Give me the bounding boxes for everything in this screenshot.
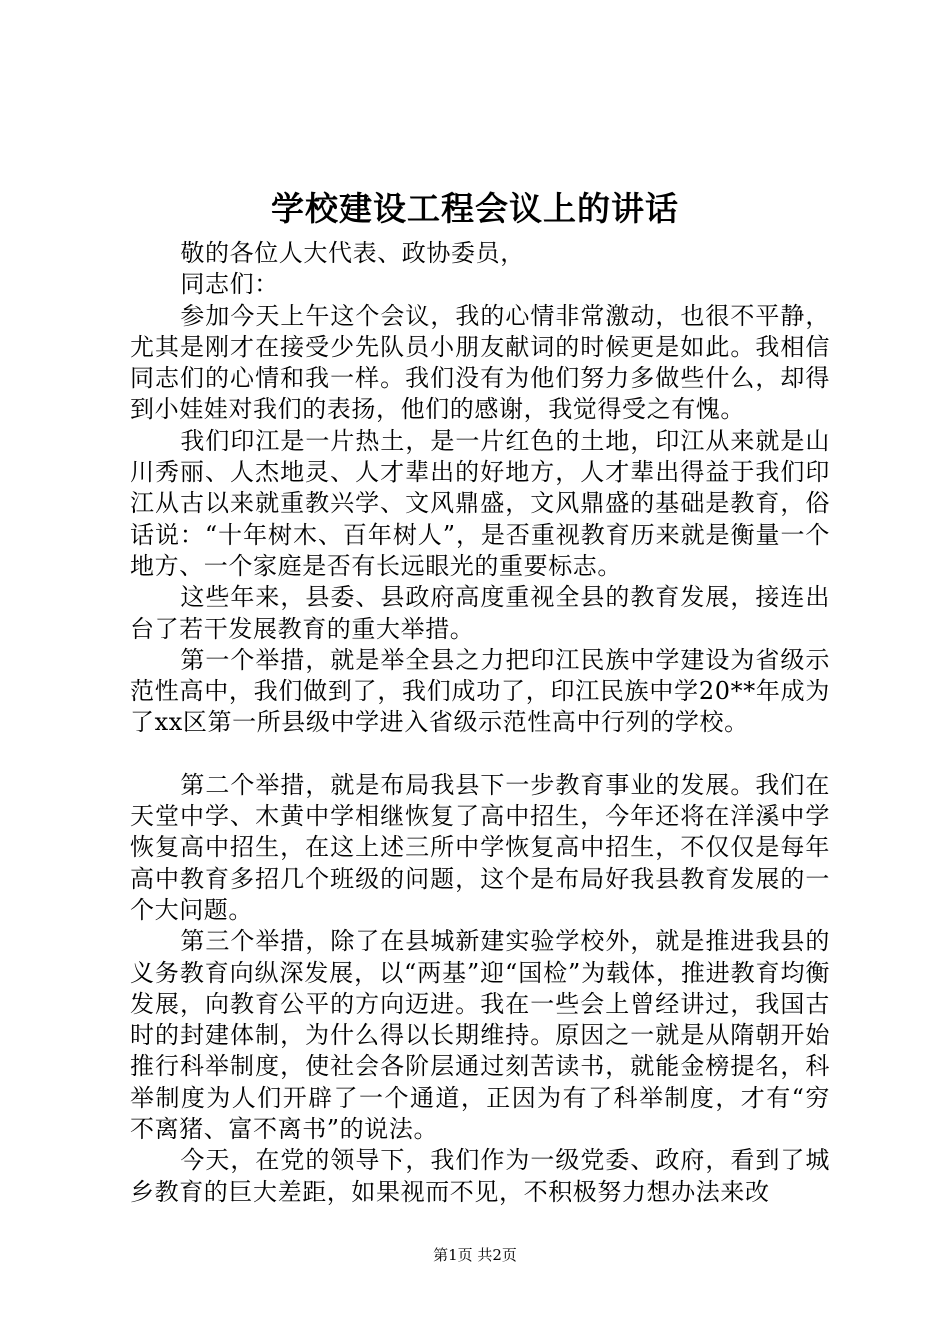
paragraph-salutation: 敬的各位人大代表、政协委员，: [180, 239, 525, 267]
paragraph: 第二个举措，就是布局我县下一步教育事业的发展。我们在天堂中学、木黄中学相继恢复了高中招生，今年还将在洋溪中学恢复高中招生，在这上述三所中学恢复高中招生，不仅仅是每年高中教育多招几个班级的问题，这个是布局好我县教育发展的一个大问题。: [130, 770, 830, 924]
paragraph: 我们印江是一片热土，是一片红色的土地，印江从来就是山川秀丽、人杰地灵、人才辈出的好地方，人才辈出得益于我们印江从古以来就重教兴学、文风鼎盛，文风鼎盛的基础是教育，俗话说：“十年树木、百年树人”，是否重视教育历来就是衡量一个地方、一个家庭是否有长远眼光的重要标志。: [130, 426, 830, 580]
paragraph-greeting: 同志们：: [180, 270, 279, 299]
paragraph: 这些年来，县委、县政府高度重视全县的教育发展，接连出台了若干发展教育的重大举措。: [130, 583, 830, 643]
paragraph: 参加今天上午这个会议，我的心情非常激动，也很不平静，尤其是刚才在接受少先队员小朋友献词的时候更是如此。我相信同志们的心情和我一样。我们没有为他们努力多做些什么，却得到小娃娃对我们的表扬，他们的感谢，我觉得受之有愧。: [130, 301, 830, 424]
paragraph: 第三个举措，除了在县城新建实验学校外，就是推进我县的义务教育向纵深发展，以“两基”迎“国检”为载体，推进教育均衡发展，向教育公平的方向迈进。我在一些会上曾经讲过，我国古时的封建体制，为什么得以长期维持。原因之一就是从隋朝开始推行科举制度，使社会各阶层通过刻苦读书，就能金榜提名，科举制度为人们开辟了一个通道，正因为有了科举制度，才有“穷不离猪、富不离书”的说法。: [130, 927, 830, 1144]
document-body: [130, 238, 830, 1208]
document-title: 学校建设工程会议上的讲话: [271, 189, 679, 228]
page-footer: 第1页 共2页: [433, 1246, 517, 1264]
paragraph: 第一个举措，就是举全县之力把印江民族中学建设为省级示范性高中，我们做到了，我们成功了，印江民族中学20**年成为了xx区第一所县级中学进入省级示范性高中行列的学校。: [130, 645, 830, 737]
paragraph: 今天，在党的领导下，我们作为一级党委、政府，看到了城乡教育的巨大差距，如果视而不见，不积极努力想办法来改: [130, 1146, 830, 1206]
